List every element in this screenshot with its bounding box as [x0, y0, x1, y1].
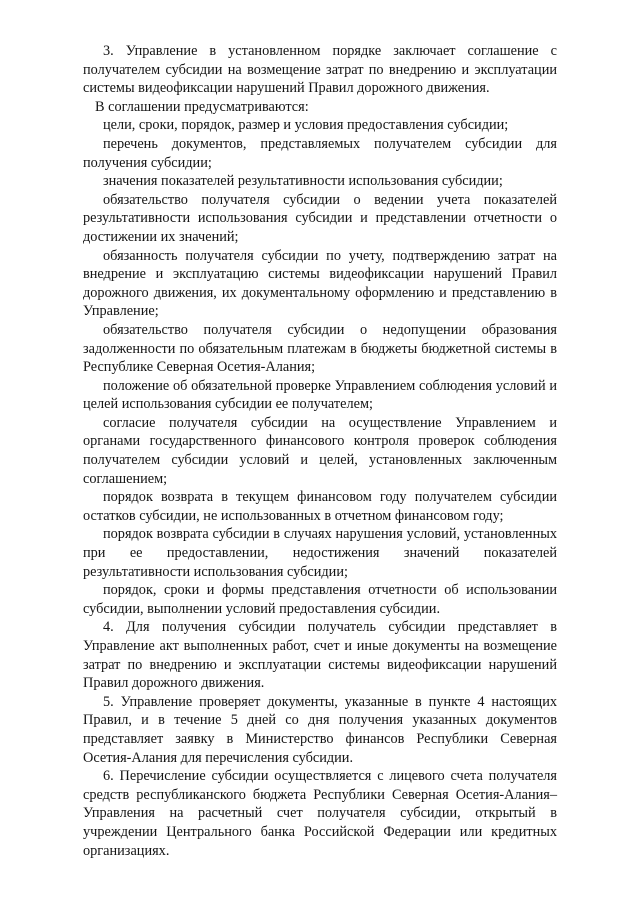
paragraph-clause-5: 5. Управление проверяет документы, указанные в пункте 4 настоящих Правил, и в течение 5 дней со дня получения указанных документов представляет заявку в Министерство финансов Республики Северная Осетия-Алания для перечисления субсидии.: [83, 693, 557, 766]
paragraph-agreement-intro: В соглашении предусматриваются:: [95, 98, 309, 115]
list-item-control-consent: согласие получателя субсидии на осуществление Управлением и органами государственного финансового контроля проверок соблюдения получателем субсидии условий и целей, установленных заключенным соглашением;: [83, 414, 557, 487]
paragraph-clause-4: 4. Для получения субсидии получатель субсидии представляет в Управление акт выполненных работ, счет и иные документы на возмещение затрат по внедрению и эксплуатации системы видеофиксации нарушений Правил дорожного движения.: [83, 619, 557, 692]
list-item-goals: цели, сроки, порядок, размер и условия предоставления субсидии;: [103, 117, 509, 134]
list-item-documents: перечень документов, представляемых получателем субсидии для получения субсидии;: [83, 135, 557, 171]
document-page: [83, 42, 557, 860]
list-item-reporting: порядок, сроки и формы представления отчетности об использовании субсидии, выполнении условий предоставления субсидии.: [83, 582, 557, 617]
paragraph-clause-6: 6. Перечисление субсидии осуществляется с лицевого счета получателя средств республиканского бюджета Республики Северная Осетия-Алания– Управления на расчетный счет получателя субсидии, открытый в учреждении Центрального банка Российской Федерации или кредитных организациях.: [83, 768, 557, 859]
list-item-accounting-obligation: обязательство получателя субсидии о ведении учета показателей результативности использования субсидии и представлении отчетности о достижении их значений;: [83, 191, 557, 245]
list-item-violation-return: порядок возврата субсидии в случаях нарушения условий, установленных при ее предоставлении, недостижения значений показателей результативности использования субсидии;: [83, 526, 557, 580]
list-item-mandatory-check: положение об обязательной проверке Управлением соблюдения условий и целей использования субсидии ее получателем;: [83, 377, 557, 413]
paragraph-clause-3: 3. Управление в установленном порядке заключает соглашение с получателем субсидии на возмещение затрат по внедрению и эксплуатации системы видеофиксации нарушений Правил дорожного движения.: [83, 43, 557, 97]
list-item-debt-obligation: обязательство получателя субсидии о недопущении образования задолженности по обязательным платежам в бюджеты бюджетной системы в Республике Северная Осетия-Алания;: [83, 321, 557, 376]
list-item-remainder-return: порядок возврата в текущем финансовом году получателем субсидии остатков субсидии, не использованных в отчетном финансовом году;: [83, 489, 557, 524]
list-item-cost-duty: обязанность получателя субсидии по учету, подтверждению затрат на внедрение и эксплуатацию системы видеофиксации нарушений Правил дорожного движения, их документальному оформлению и представлению в Управление;: [83, 247, 557, 320]
list-item-indicators: значения показателей результативности использования субсидии;: [103, 173, 503, 190]
